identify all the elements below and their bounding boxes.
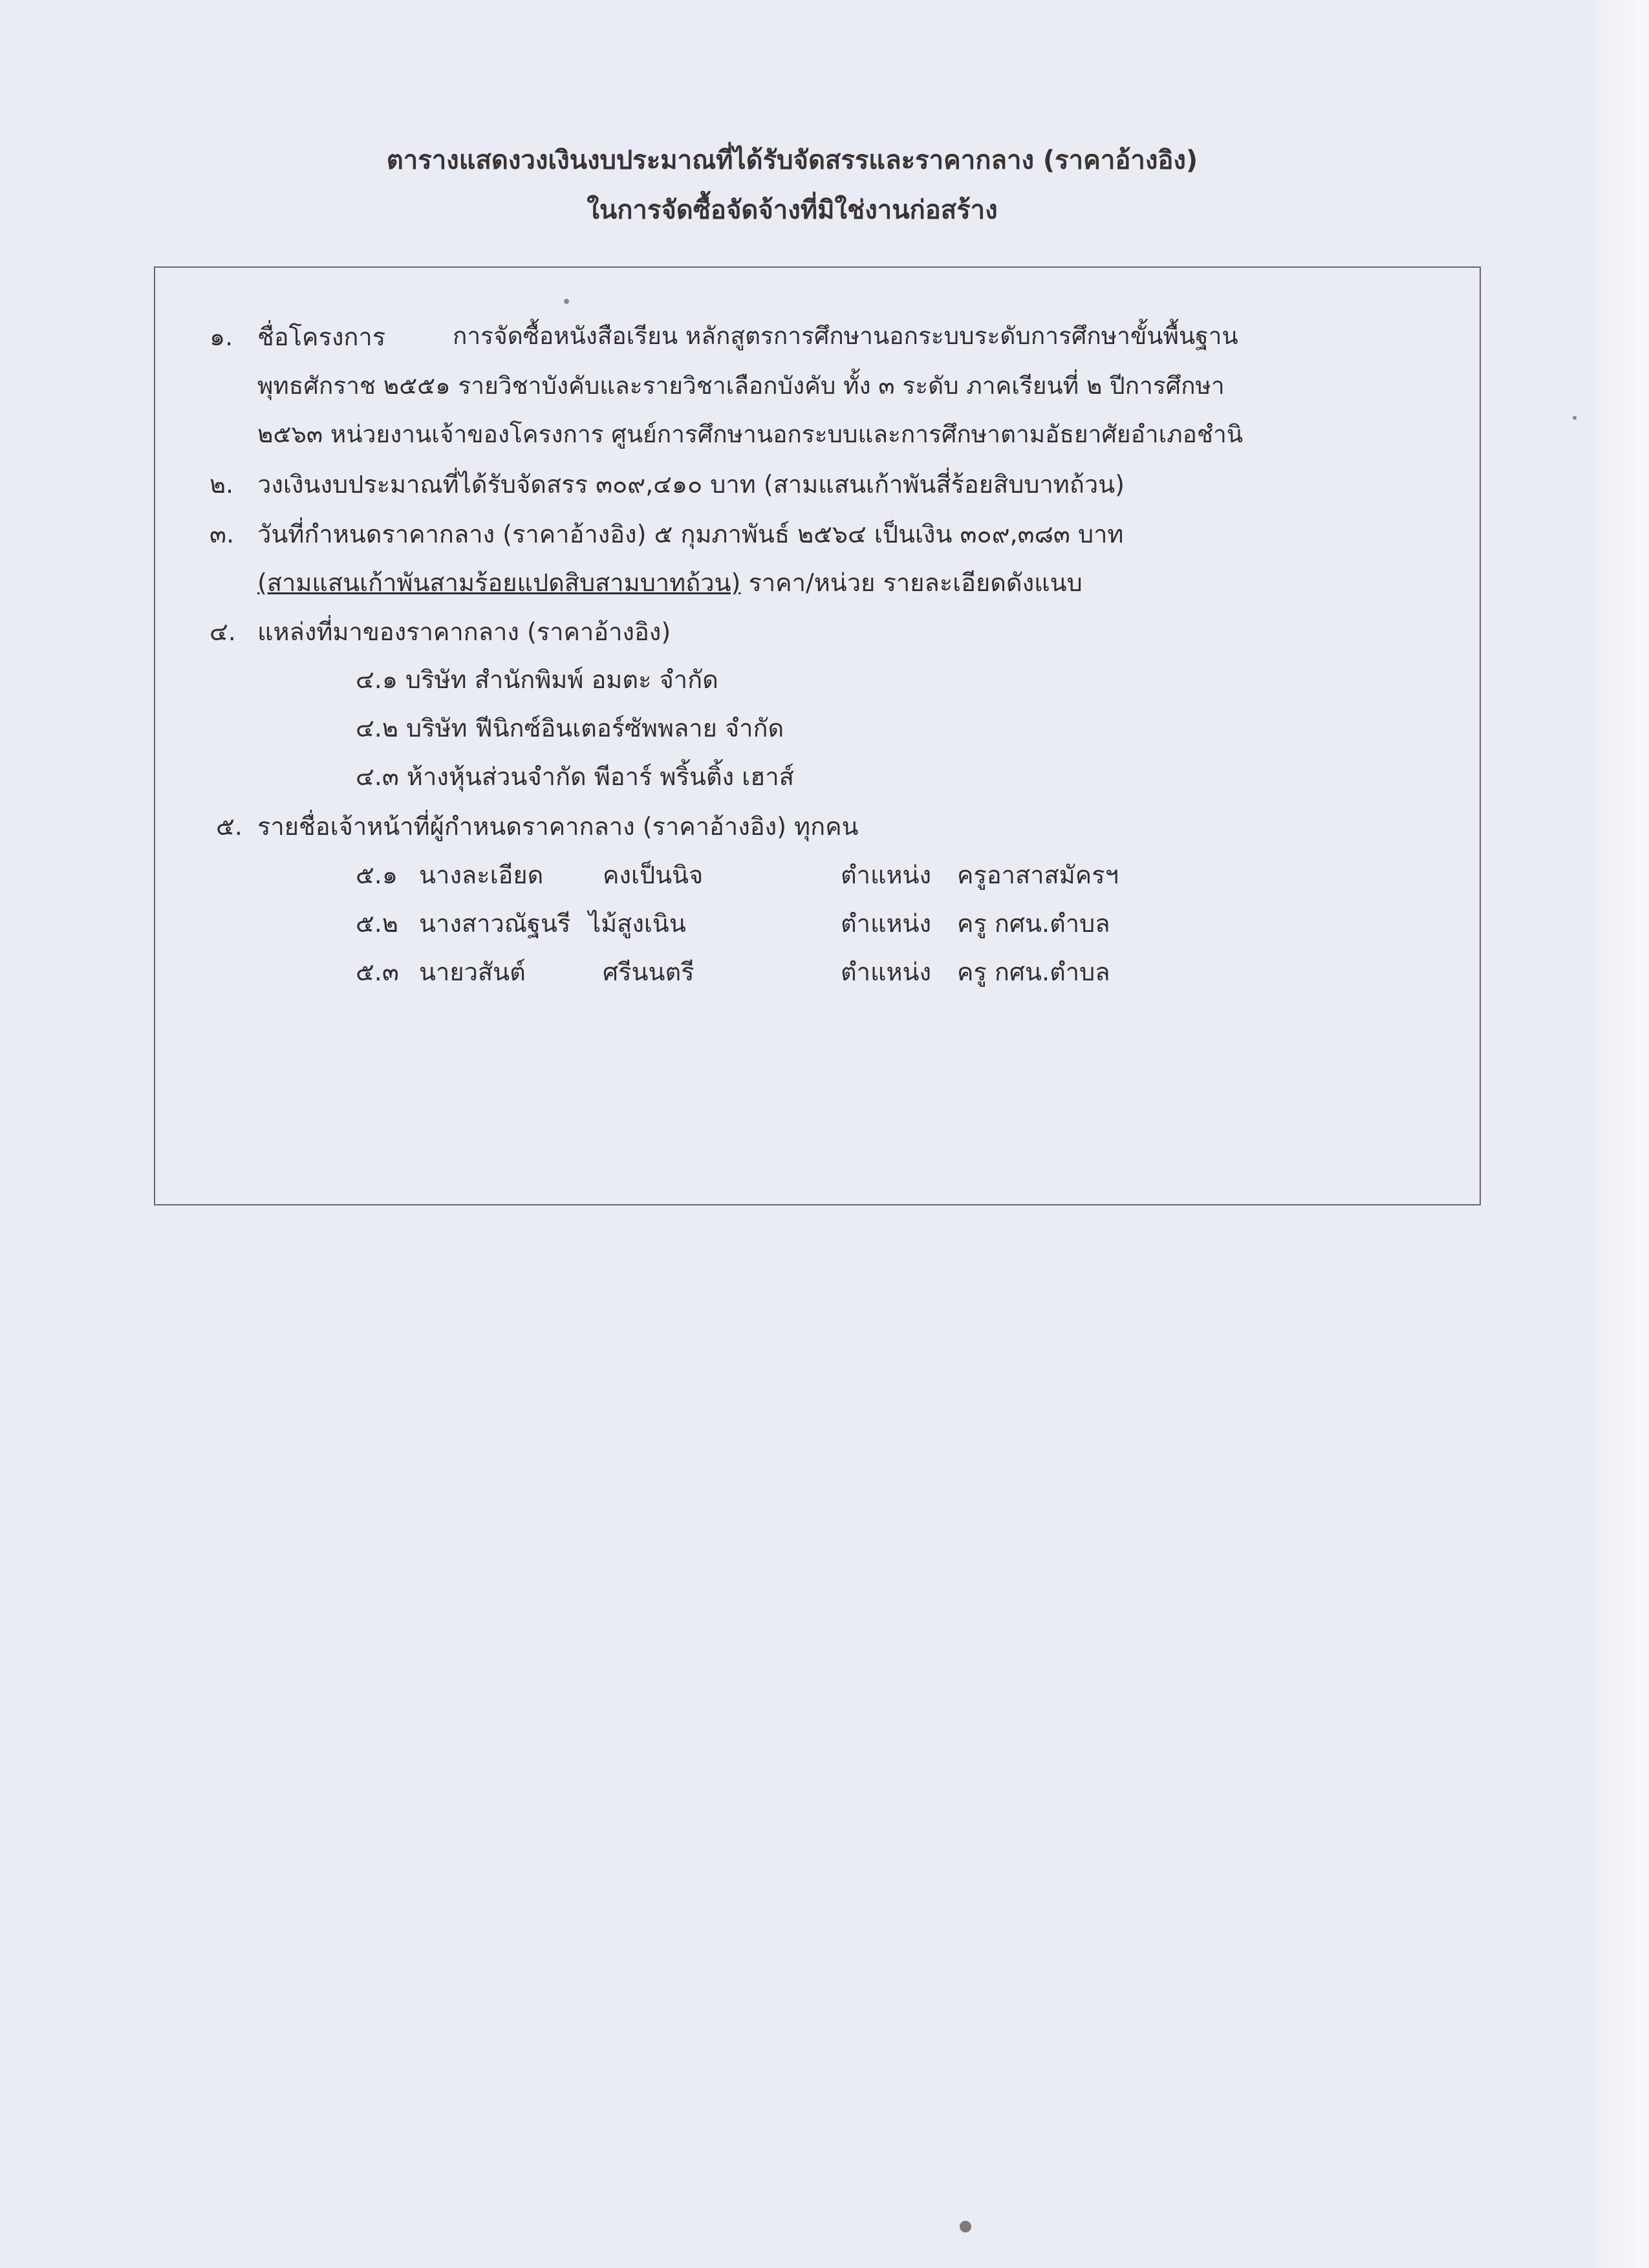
official-position: ครู กศน.ตำบล bbox=[957, 909, 1110, 938]
item-4-number: ๔. bbox=[210, 618, 236, 646]
paper-edge bbox=[1597, 0, 1649, 2268]
official-last-name: คงเป็นนิจ bbox=[603, 861, 704, 889]
item-2-text: วงเงินงบประมาณที่ได้รับจัดสรร ๓๐๙,๔๑๐ บาท (สามแสนเก้าพันสี่ร้อยสิบบาทถ้วน) bbox=[257, 470, 1125, 499]
official-position-label: ตำแหน่ง bbox=[841, 861, 932, 889]
scan-mark bbox=[960, 2221, 971, 2232]
content-frame bbox=[154, 266, 1481, 1205]
official-first-name: นายวสันต์ bbox=[419, 958, 526, 986]
item-3-line-2 bbox=[257, 563, 1083, 602]
official-position-label: ตำแหน่ง bbox=[841, 958, 932, 986]
document-title-line-2: ในการจัดซื้อจัดจ้างที่มิใช่งานก่อสร้าง bbox=[587, 195, 998, 225]
official-position: ครู กศน.ตำบล bbox=[957, 958, 1110, 986]
item-3-number: ๓. bbox=[210, 520, 235, 548]
official-first-name: นางสาวณัฐนรี bbox=[419, 909, 571, 938]
official-position-label: ตำแหน่ง bbox=[841, 909, 932, 938]
source-item: ๔.๒ บริษัท ฟีนิกซ์อินเตอร์ซัพพลาย จำกัด bbox=[356, 714, 784, 742]
item-3-line-2-rest: ราคา/หน่วย รายละเอียดดังแนบ bbox=[740, 568, 1083, 597]
official-last-name: ไม้สูงเนิน bbox=[588, 909, 686, 938]
official-position: ครูอาสาสมัครฯ bbox=[957, 861, 1119, 889]
item-1-line-3: ๒๕๖๓ หน่วยงานเจ้าของโครงการ ศูนย์การศึกษานอกระบบและการศึกษาตามอัธยาศัยอำเภอชำนิ bbox=[257, 420, 1244, 448]
official-last-name: ศรีนนตรี bbox=[603, 958, 695, 986]
item-3-line-1: วันที่กำหนดราคากลาง (ราคาอ้างอิง) ๕ กุมภาพันธ์ ๒๕๖๔ เป็นเงิน ๓๐๙,๓๘๓ บาท bbox=[257, 520, 1124, 548]
item-5-text: รายชื่อเจ้าหน้าที่ผู้กำหนดราคากลาง (ราคาอ้างอิง) ทุกคน bbox=[257, 812, 859, 841]
source-item: ๔.๑ บริษัท สำนักพิมพ์ อมตะ จำกัด bbox=[356, 665, 718, 694]
document-title-line-1: ตารางแสดงวงเงินงบประมาณที่ได้รับจัดสรรและราคากลาง (ราคาอ้างอิง) bbox=[386, 146, 1198, 175]
item-1-label: ชื่อโครงการ bbox=[257, 323, 386, 351]
item-3-amount-in-words: (สามแสนเก้าพันสามร้อยแปดสิบสามบาทถ้วน) bbox=[257, 568, 741, 597]
item-5-number: ๕. bbox=[216, 812, 242, 841]
item-1-line-2: พุทธศักราช ๒๕๕๑ รายวิชาบังคับและรายวิชาเลือกบังคับ ทั้ง ๓ ระดับ ภาคเรียนที่ ๒ ปีการศึกษา bbox=[257, 372, 1225, 400]
official-first-name: นางละเอียด bbox=[419, 861, 544, 889]
official-number: ๕.๑ bbox=[356, 861, 398, 889]
official-number: ๕.๓ bbox=[356, 958, 399, 986]
scan-speck bbox=[564, 299, 569, 304]
scan-speck bbox=[1573, 416, 1577, 420]
source-item: ๔.๓ ห้างหุ้นส่วนจำกัด พีอาร์ พริ้นติ้ง เฮาส์ bbox=[356, 762, 794, 791]
official-number: ๕.๒ bbox=[356, 909, 398, 938]
item-2-number: ๒. bbox=[210, 470, 234, 499]
item-1-number: ๑. bbox=[210, 323, 233, 351]
item-1-line-1: การจัดซื้อหนังสือเรียน หลักสูตรการศึกษานอกระบบระดับการศึกษาขั้นพื้นฐาน bbox=[453, 322, 1238, 350]
item-4-text: แหล่งที่มาของราคากลาง (ราคาอ้างอิง) bbox=[257, 618, 671, 646]
